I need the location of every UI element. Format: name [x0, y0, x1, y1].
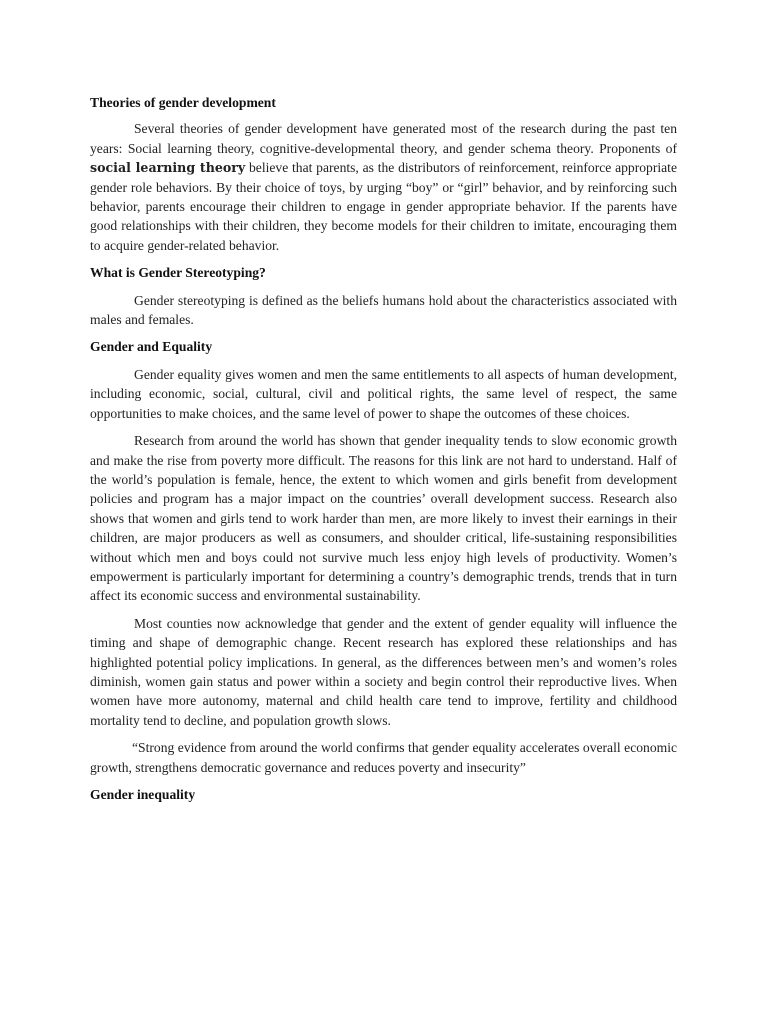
bold-term-social-learning-theory: social learning theory: [90, 160, 246, 176]
paragraph-theories-text-2: believe that parents, as the distributors of reinforcement, reinforce appropriate gender role behaviors. By their choice of toys, by urging “boy” or “girl” behavior, and by reinforcing such behavior, parents encourage their children to engage in gender appropriate behavior. If the parents have good relationships with their children, they become models for their children to imitate, encouraging them to acquire gender-related behavior.: [90, 160, 677, 253]
heading-gender-and-equality: Gender and Equality: [90, 339, 213, 355]
paragraph-equality-definition: Gender equality gives women and men the same entitlements to all aspects of human development, including economic, social, cultural, civil and political rights, the same level of respect, the same opportunities to make choices, and the same level of power to shape the outcomes of these choices.: [90, 366, 677, 421]
document-body: [90, 93, 677, 812]
heading-gender-stereotyping: What is Gender Stereotyping?: [90, 265, 266, 281]
paragraph-theories: [90, 119, 677, 255]
quote-gender-equality-evidence: “Strong evidence from around the world confirms that gender equality accelerates overall economic growth, strengthens democratic governance and reduces poverty and insecurity”: [90, 740, 677, 775]
paragraph-equality-demographics: Most counties now acknowledge that gender and the extent of gender equality will influence the timing and shape of demographic change. Recent research has explored these relationships and has highlighted potential policy implications. In general, as the differences between men’s and women’s roles diminish, women gain status and power within a society and begin control their reproductive lives. When women have more autonomy, maternal and child health care tend to improve, fertility and childhood mortality tend to decline, and population growth slows.: [90, 615, 677, 728]
heading-gender-inequality: Gender inequality: [90, 787, 196, 802]
paragraph-stereotyping: Gender stereotyping is defined as the beliefs humans hold about the characteristics associated with males and females.: [90, 292, 677, 328]
heading-theories-of-gender-development: Theories of gender development: [90, 95, 276, 110]
paragraph-theories-text-1: Several theories of gender development have generated most of the research during the past ten years: Social learning theory, cognitive-developmental theory, and gender schema theory. Proponents of: [90, 121, 677, 156]
paragraph-equality-research: Research from around the world has shown that gender inequality tends to slow economic growth and make the rise from poverty more difficult. The reasons for this link are not hard to understand. Half of the world’s population is female, hence, the extent to which women and girls benefit from development policies and program has a major impact on the countries’ overall development success. Research also shows that women and girls tend to work harder than men, are more likely to invest their earnings in their children, are major producers as well as consumers, and shoulder critical, life-sustaining responsibilities without which men and boys could not survive much less enjoy high levels of productivity. Women’s empowerment is particularly important for determining a country’s demographic trends, trends that in turn affect its economic success and environmental sustainability.: [90, 433, 677, 604]
